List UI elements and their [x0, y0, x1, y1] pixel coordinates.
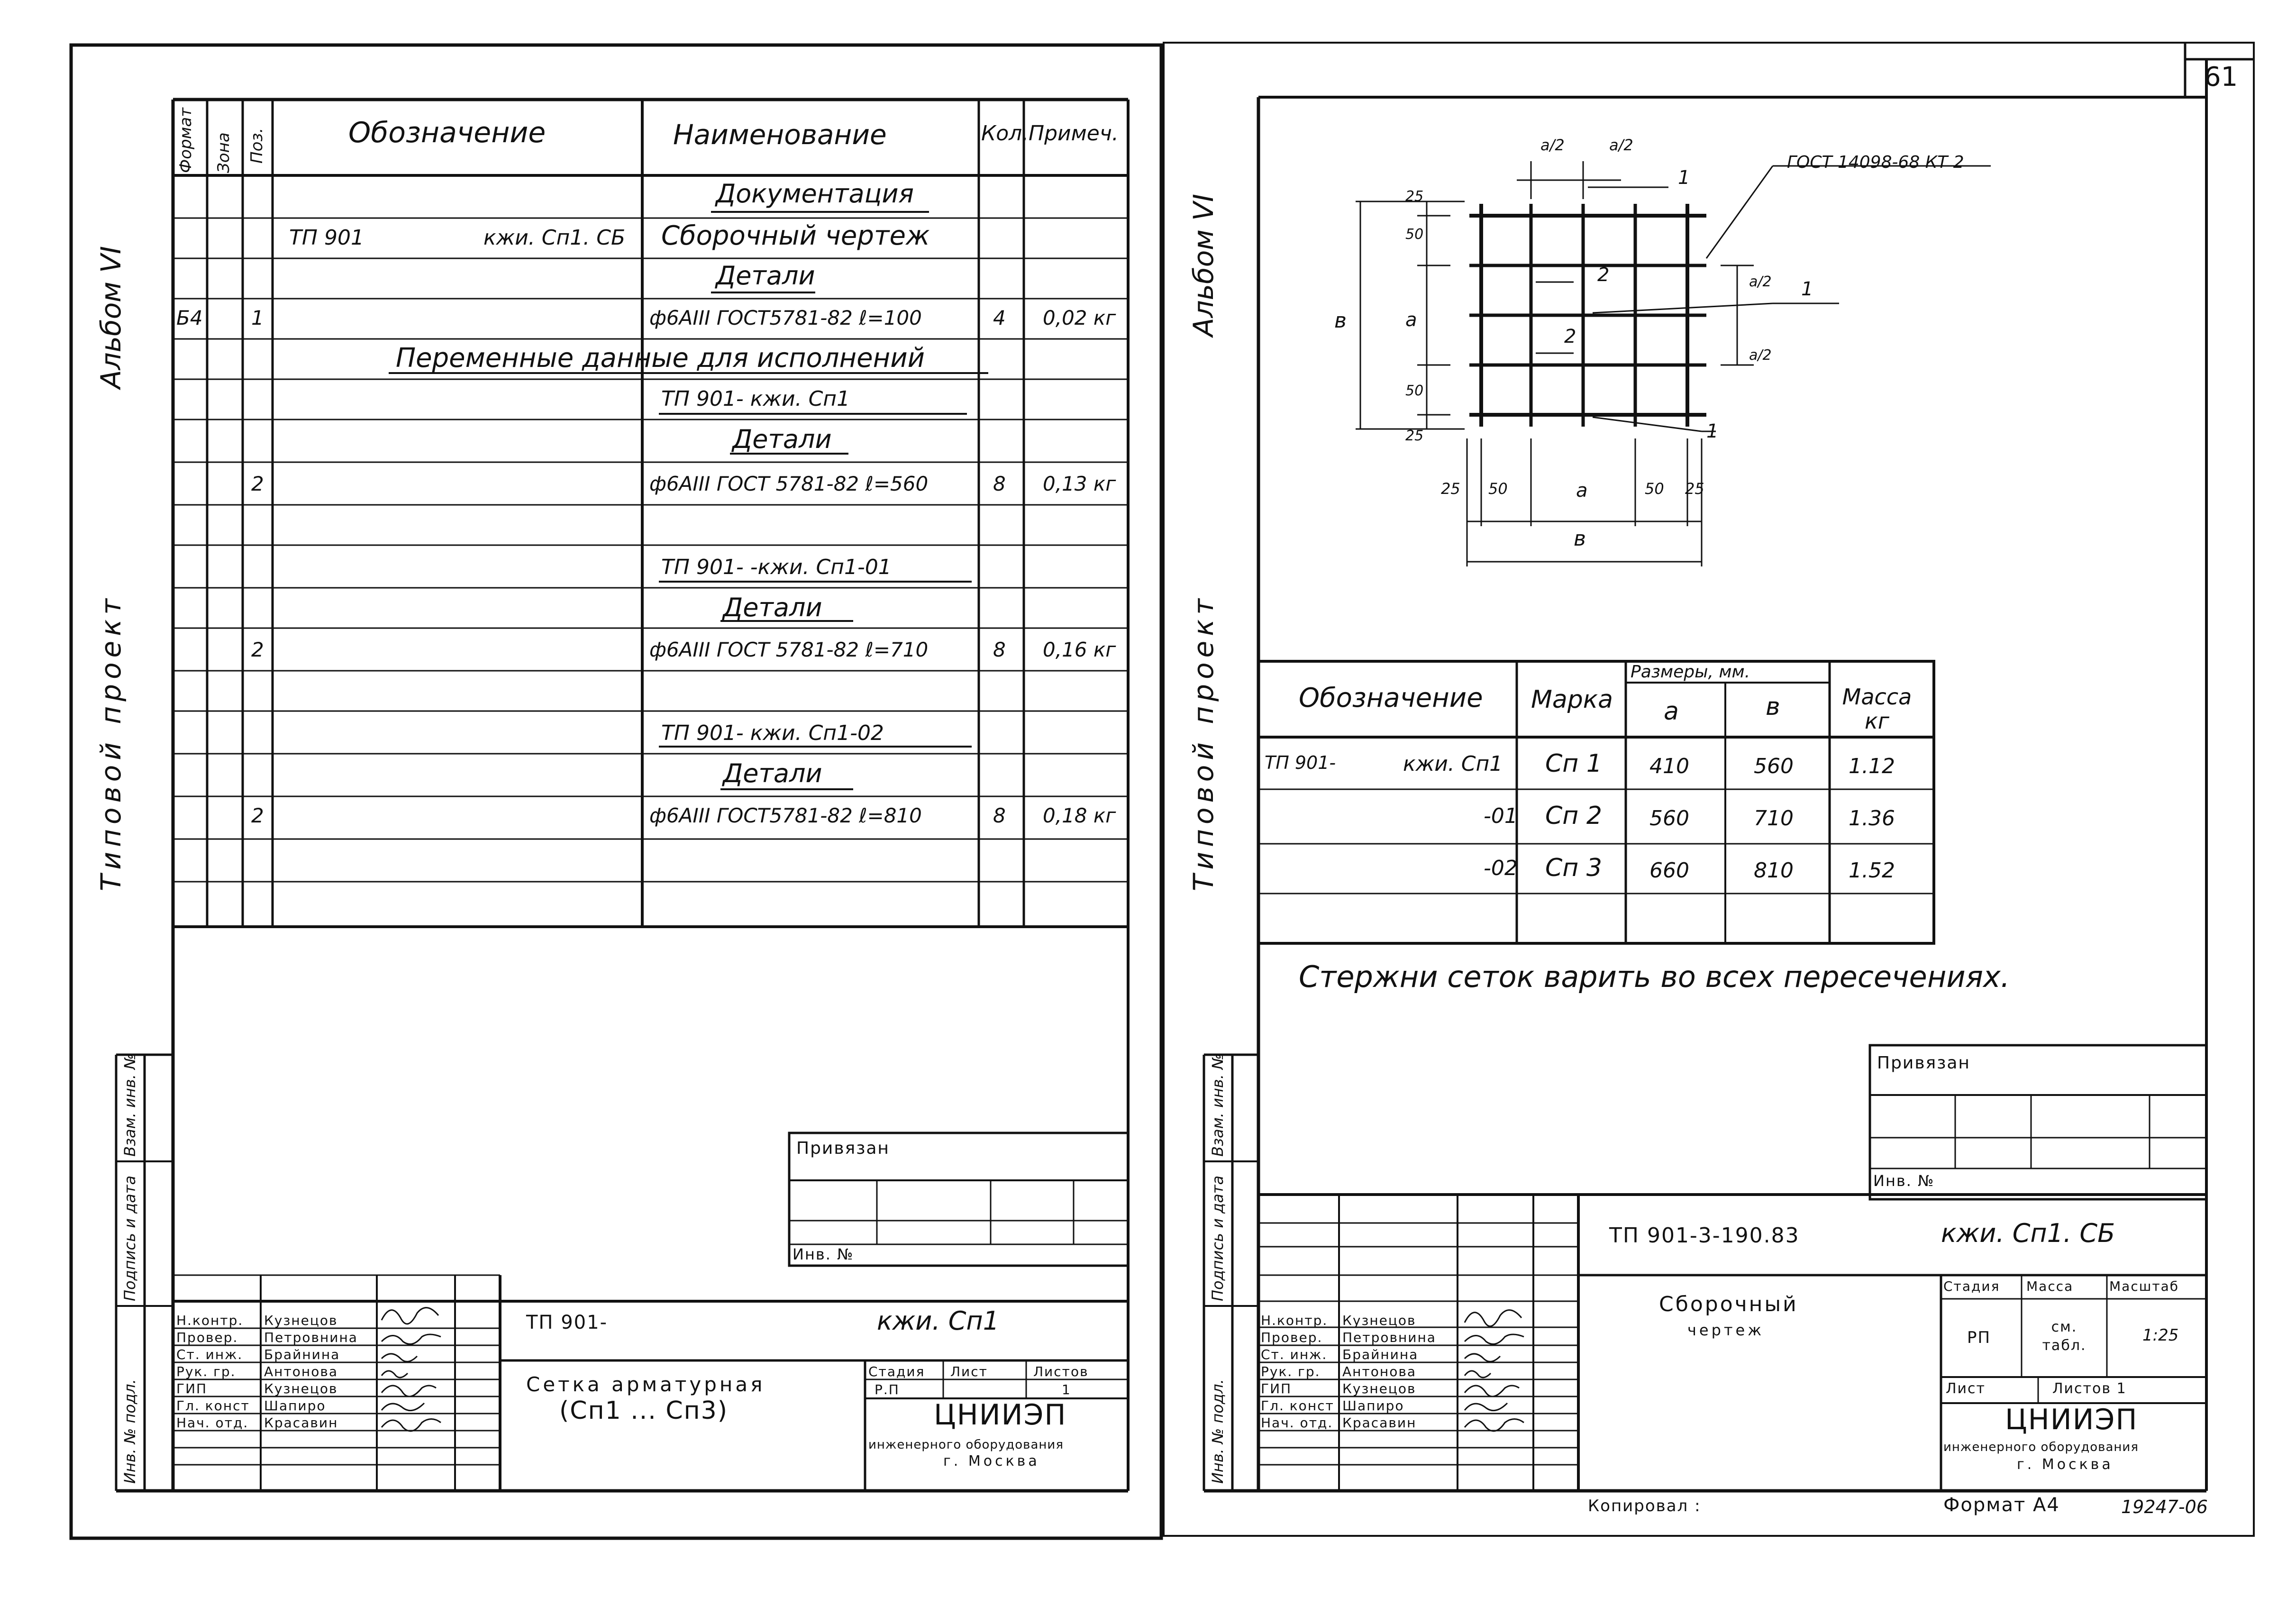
dim-label-50-bl: 50	[1488, 480, 1508, 498]
rt-header-a: а	[1664, 697, 1679, 726]
rt-header-b: в	[1766, 693, 1780, 721]
rebar-mesh-drawing	[1356, 161, 1991, 566]
row-note-2a: 0,13 кг	[1043, 472, 1116, 495]
right-role-4: ГИП	[1261, 1381, 1292, 1396]
dim-label-a2-top1: а/2	[1540, 136, 1565, 154]
header-zone: Зона	[214, 132, 233, 173]
copied-label: Копировал :	[1588, 1497, 1701, 1515]
rt-row0-b: 560	[1754, 754, 1794, 778]
left-tb-org: ЦНИИЭП	[934, 1398, 1067, 1432]
row-tp901-code: ТП 901	[289, 226, 364, 250]
left-tb-org3: г. Москва	[943, 1453, 1040, 1469]
dim-label-25-bl: 25	[1441, 480, 1460, 498]
right-privyazan-label: Привязан	[1877, 1053, 1970, 1073]
doc-number: 19247-06	[2121, 1497, 2208, 1517]
dim-label-25-lt: 25	[1405, 188, 1424, 205]
left-tb-sheet-h: Лист	[950, 1364, 988, 1379]
header-pos: Поз.	[247, 128, 266, 164]
right-name-0: Кузнецов	[1342, 1313, 1416, 1328]
row-documentation: Документация	[716, 179, 914, 209]
right-tb-mass: см. табл.	[2042, 1319, 2086, 1354]
rt-header-mass: Масса кг	[1842, 684, 1912, 734]
dim-label-a2-right2: а/2	[1749, 347, 1772, 364]
gost-weld-note: ГОСТ 14098-68 КТ 2	[1787, 153, 1964, 172]
header-designation: Обозначение	[348, 116, 546, 149]
right-tb-code: ТП 901-3-190.83	[1609, 1223, 1800, 1248]
right-role-0: Н.контр.	[1261, 1313, 1328, 1328]
side-label-inv-left: Инв. № подл.	[121, 1379, 139, 1484]
row-details-3: Детали	[723, 593, 822, 622]
pos-label-2-b: 2	[1564, 326, 1576, 347]
rt-row2-mark: Сп 3	[1545, 854, 1602, 882]
left-tb-title2: (Сп1 ... Сп3)	[559, 1396, 729, 1425]
left-tb-sheets-h: Листов	[1033, 1364, 1089, 1379]
row-details-1: Детали	[716, 261, 815, 291]
left-name-2: Брайнина	[264, 1347, 340, 1362]
side-label-sign-right: Подпись и дата	[1209, 1175, 1227, 1301]
side-label-repl-right: Взам. инв. №	[1209, 1053, 1227, 1157]
rt-row2-b: 810	[1754, 858, 1794, 883]
left-role-2: Ст. инж.	[176, 1347, 243, 1362]
left-tb-stage-h: Стадия	[868, 1364, 925, 1379]
right-name-2: Брайнина	[1342, 1347, 1419, 1362]
left-name-1: Петровнина	[264, 1330, 358, 1345]
sheet-number: 61	[2204, 62, 2238, 92]
rt-row0-code2: кжи. Сп1	[1403, 752, 1503, 776]
right-tb-sheet-h: Лист	[1946, 1380, 1986, 1397]
dim-label-50-br: 50	[1645, 480, 1664, 498]
left-role-6: Нач. отд.	[176, 1415, 249, 1431]
right-inv-no: Инв. №	[1873, 1172, 1935, 1190]
left-role-0: Н.контр.	[176, 1313, 244, 1328]
pos-label-2-a: 2	[1597, 264, 1610, 286]
right-role-3: Рук. гр.	[1261, 1364, 1321, 1379]
row-tp901-02: ТП 901- кжи. Сп1-02	[661, 721, 884, 745]
row-note-2c: 0,18 кг	[1043, 804, 1116, 827]
pos-label-1-right: 1	[1801, 278, 1813, 300]
left-tb-sheets: 1	[1062, 1382, 1071, 1397]
row-qty-2a: 8	[993, 472, 1006, 495]
right-role-6: Нач. отд.	[1261, 1415, 1333, 1431]
welding-note: Стержни сеток варить во всех пересечениях.	[1299, 959, 2010, 994]
row-format-b4: Б4	[176, 306, 203, 329]
right-tb-scale-h: Масштаб	[2109, 1278, 2179, 1294]
left-tb-stage: Р.П	[875, 1382, 900, 1397]
right-tb-title2: чертеж	[1687, 1321, 1765, 1339]
header-note: Примеч.	[1029, 121, 1119, 146]
dim-label-25-lb: 25	[1405, 428, 1424, 444]
pos-label-1-bottom: 1	[1706, 420, 1719, 442]
dim-label-25-br: 25	[1685, 480, 1704, 498]
row-qty-1: 4	[993, 306, 1006, 329]
rt-row2-code2: -02	[1484, 856, 1518, 880]
album-label-left: Альбом VI	[95, 246, 127, 389]
left-name-4: Кузнецов	[264, 1381, 338, 1396]
rt-row2-mass: 1.52	[1849, 858, 1895, 883]
rt-header-mark: Марка	[1531, 685, 1613, 714]
left-name-6: Красавин	[264, 1415, 338, 1431]
dim-label-50-lb: 50	[1405, 383, 1424, 399]
project-type-left: Типовой проект	[95, 593, 127, 891]
rt-row1-b: 710	[1754, 806, 1794, 830]
dim-label-50-lt: 50	[1405, 226, 1424, 243]
row-item-2b: ф6АIII ГОСТ 5781-82 ℓ=710	[649, 638, 929, 661]
left-tb-title: Сетка арматурная	[526, 1373, 765, 1396]
header-format: Формат	[176, 108, 195, 173]
rt-row1-mark: Сп 2	[1545, 802, 1602, 830]
rt-row0-mark: Сп 1	[1545, 749, 1602, 778]
right-role-2: Ст. инж.	[1261, 1347, 1328, 1362]
row-note-2b: 0,16 кг	[1043, 638, 1116, 661]
left-name-0: Кузнецов	[264, 1313, 338, 1328]
right-name-6: Красавин	[1342, 1415, 1417, 1431]
rt-row0-a: 410	[1649, 754, 1689, 778]
right-name-5: Шапиро	[1342, 1398, 1404, 1414]
side-label-sign-left: Подпись и дата	[121, 1175, 139, 1301]
left-role-5: Гл. конст	[176, 1398, 250, 1414]
side-label-repl-left: Взам. инв. №	[121, 1053, 139, 1157]
row-item-2a: ф6АIII ГОСТ 5781-82 ℓ=560	[649, 472, 929, 495]
rt-header-sizes: Размеры, мм.	[1631, 662, 1750, 682]
row-tp901-code2: кжи. Сп1. СБ	[483, 226, 626, 250]
row-variable-data: Переменные данные для исполнений	[396, 343, 925, 374]
left-name-3: Антонова	[264, 1364, 338, 1379]
row-pos-2c: 2	[251, 804, 264, 827]
right-role-5: Гл. конст	[1261, 1398, 1334, 1414]
left-privyazan-label: Привязан	[796, 1139, 890, 1158]
right-tb-scale: 1:25	[2142, 1326, 2179, 1345]
row-assembly: Сборочный чертеж	[661, 220, 930, 251]
dim-label-b-bottom: в	[1574, 527, 1586, 551]
rt-row1-code2: -01	[1484, 804, 1518, 828]
row-pos-1: 1	[251, 306, 264, 329]
right-tb-org2: инженерного оборудования	[1943, 1440, 2139, 1454]
left-role-1: Провер.	[176, 1330, 238, 1345]
side-label-inv-right: Инв. № подл.	[1209, 1379, 1227, 1484]
rt-row2-a: 660	[1649, 858, 1689, 883]
row-item-1: ф6АIII ГОСТ5781-82 ℓ=100	[649, 306, 922, 329]
dim-label-a-bottom: а	[1576, 480, 1588, 502]
right-name-1: Петровнина	[1342, 1330, 1436, 1345]
dim-label-b-left: в	[1334, 309, 1347, 333]
row-tp901-base: ТП 901- кжи. Сп1	[661, 387, 850, 411]
album-label-right: Альбом VI	[1187, 193, 1220, 337]
right-tb-stage: РП	[1967, 1328, 1991, 1347]
row-pos-2a: 2	[251, 472, 264, 495]
project-type-right: Типовой проект	[1187, 593, 1220, 891]
left-role-3: Рук. гр.	[176, 1364, 236, 1379]
right-tb-mass-h: Масса	[2026, 1278, 2074, 1294]
left-tb-org2: инженерного оборудования	[868, 1438, 1064, 1452]
row-details-4: Детали	[723, 758, 822, 788]
right-tb-sheets-h: Листов 1	[2052, 1380, 2127, 1397]
rt-header-designation: Обозначение	[1299, 683, 1483, 713]
row-note-1: 0,02 кг	[1043, 306, 1116, 329]
dim-label-a2-top2: а/2	[1609, 136, 1633, 154]
dim-label-a2-right1: а/2	[1749, 274, 1772, 290]
rt-row0-code: ТП 901-	[1265, 752, 1336, 773]
pos-label-1-top: 1	[1678, 167, 1690, 189]
right-name-4: Кузнецов	[1342, 1381, 1416, 1396]
header-qty: Кол.	[981, 121, 1029, 146]
right-tb-org3: г. Москва	[2017, 1456, 2114, 1473]
right-tb-stage-h: Стадия	[1943, 1278, 2000, 1294]
right-role-1: Провер.	[1261, 1330, 1323, 1345]
row-pos-2b: 2	[251, 638, 264, 661]
row-item-2c: ф6АIII ГОСТ5781-82 ℓ=810	[649, 804, 922, 827]
left-tb-code: ТП 901-	[526, 1312, 608, 1333]
rt-row1-mass: 1.36	[1849, 806, 1895, 830]
row-tp901-01: ТП 901- -кжи. Сп1-01	[661, 555, 892, 579]
right-tb-code2: кжи. Сп1. СБ	[1941, 1218, 2115, 1248]
row-qty-2c: 8	[993, 804, 1006, 827]
right-tb-org: ЦНИИЭП	[2005, 1403, 2138, 1436]
left-inv-no: Инв. №	[793, 1245, 854, 1263]
rt-row0-mass: 1.12	[1849, 754, 1895, 778]
dim-label-a-left: а	[1405, 309, 1417, 331]
header-name: Наименование	[673, 119, 887, 151]
left-name-5: Шапиро	[264, 1398, 326, 1414]
row-details-2: Детали	[732, 424, 832, 454]
rt-row1-a: 560	[1649, 806, 1689, 830]
right-name-3: Антонова	[1342, 1364, 1416, 1379]
left-tb-code2: кжи. Сп1	[877, 1306, 1000, 1336]
row-qty-2b: 8	[993, 638, 1006, 661]
left-role-4: ГИП	[176, 1381, 208, 1396]
right-tb-title: Сборочный	[1659, 1292, 1798, 1316]
format-label: Формат А4	[1943, 1494, 2060, 1516]
